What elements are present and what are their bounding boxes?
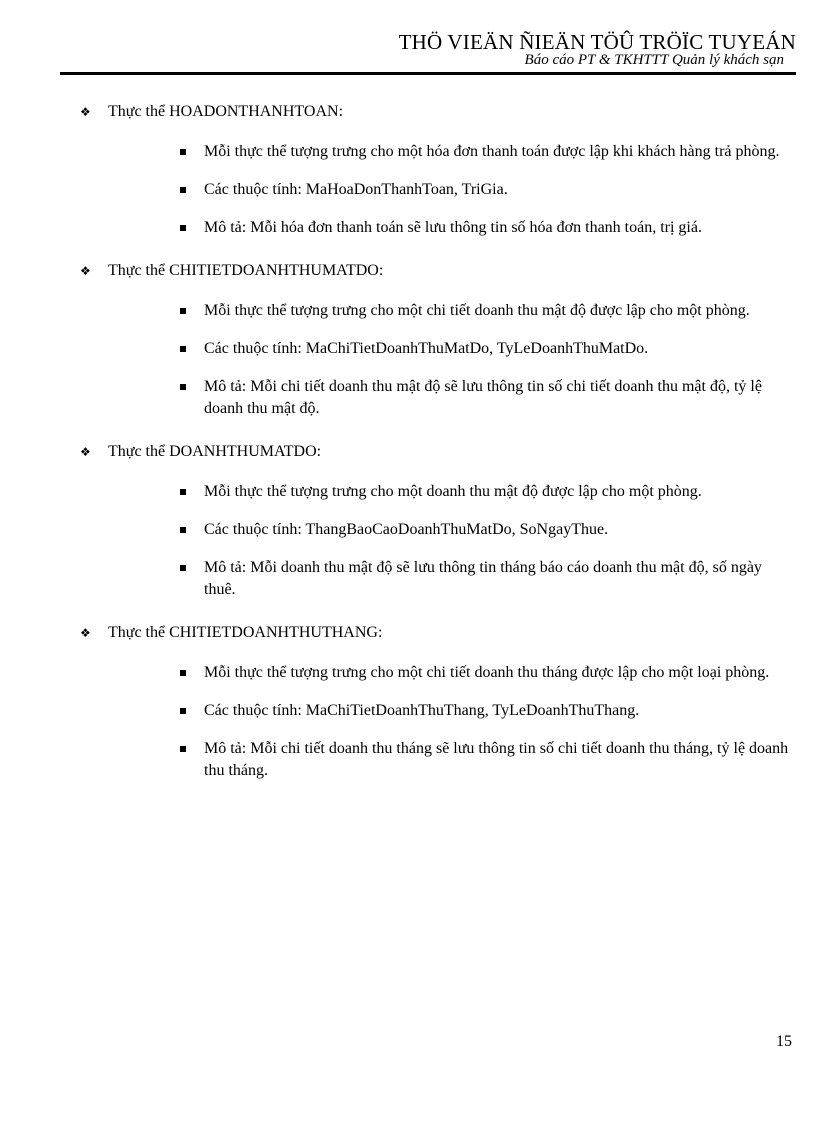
entity-title: [80, 260, 796, 282]
diamond-bullet-icon: ❖: [80, 105, 91, 119]
list-item: [180, 179, 796, 201]
list-item: [180, 141, 796, 163]
list-item-text: Các thuộc tính: ThangBaoCaoDoanhThuMatDo, SoNgayThue.: [204, 521, 609, 538]
list-item: [180, 338, 796, 360]
list-item: [180, 738, 796, 782]
entity-section: [80, 101, 796, 239]
square-bullet-icon: [180, 149, 186, 155]
square-bullet-icon: [180, 708, 186, 714]
entity-item-list: [180, 300, 796, 420]
square-bullet-icon: [180, 384, 186, 390]
list-item-text: Các thuộc tính: MaHoaDonThanhToan, TriGia.: [204, 181, 508, 198]
document-body: [80, 101, 796, 803]
list-item: [180, 481, 796, 503]
square-bullet-icon: [180, 746, 186, 752]
square-bullet-icon: [180, 489, 186, 495]
list-item: [180, 700, 796, 722]
header-rule: [60, 72, 796, 75]
entity-title-text: Thực thể CHITIETDOANHTHUTHANG:: [108, 624, 383, 641]
entity-title: [80, 441, 796, 463]
list-item-text: Mỗi thực thể tượng trưng cho một chi tiết doanh thu mật độ được lập cho một phòng.: [204, 302, 750, 319]
list-item: [180, 662, 796, 684]
list-item-text: Mô tả: Mỗi hóa đơn thanh toán sẽ lưu thông tin số hóa đơn thanh toán, trị giá.: [204, 219, 702, 236]
square-bullet-icon: [180, 670, 186, 676]
square-bullet-icon: [180, 225, 186, 231]
square-bullet-icon: [180, 565, 186, 571]
square-bullet-icon: [180, 346, 186, 352]
list-item-text: Mỗi thực thể tượng trưng cho một hóa đơn thanh toán được lập khi khách hàng trả phòng.: [204, 143, 780, 160]
entity-item-list: [180, 481, 796, 601]
list-item-text: Mô tả: Mỗi chi tiết doanh thu tháng sẽ lưu thông tin số chi tiết doanh thu tháng, tỷ lệ doanh thu tháng.: [204, 740, 789, 779]
list-item: [180, 376, 796, 420]
diamond-bullet-icon: ❖: [80, 445, 91, 459]
entity-section: [80, 622, 796, 782]
entity-item-list: [180, 141, 796, 239]
list-item: [180, 557, 796, 601]
entity-title-text: Thực thể DOANHTHUMATDO:: [108, 443, 322, 460]
list-item-text: Các thuộc tính: MaChiTietDoanhThuMatDo, TyLeDoanhThuMatDo.: [204, 340, 649, 357]
entity-section: [80, 441, 796, 601]
square-bullet-icon: [180, 308, 186, 314]
entity-title: [80, 622, 796, 644]
list-item-text: Mô tả: Mỗi doanh thu mật độ sẽ lưu thông tin tháng báo cáo doanh thu mật độ, số ngày thuê.: [204, 559, 762, 598]
entity-title: [80, 101, 796, 123]
list-item: [180, 217, 796, 239]
list-item-text: Mỗi thực thể tượng trưng cho một chi tiết doanh thu tháng được lập cho một loại phòng.: [204, 664, 770, 681]
entity-section: [80, 260, 796, 420]
header-subtitle: Báo cáo PT & TKHTTT Quản lý khách sạn: [524, 52, 784, 68]
square-bullet-icon: [180, 527, 186, 533]
square-bullet-icon: [180, 187, 186, 193]
entity-item-list: [180, 662, 796, 782]
diamond-bullet-icon: ❖: [80, 264, 91, 278]
diamond-bullet-icon: ❖: [80, 626, 91, 640]
entity-title-text: Thực thể CHITIETDOANHTHUMATDO:: [108, 262, 384, 279]
list-item-text: Mô tả: Mỗi chi tiết doanh thu mật độ sẽ lưu thông tin số chi tiết doanh thu mật độ, tỷ lệ doanh thu mật độ.: [204, 378, 762, 417]
list-item-text: Các thuộc tính: MaChiTietDoanhThuThang, TyLeDoanhThuThang.: [204, 702, 640, 719]
entity-title-text: Thực thể HOADONTHANHTOAN:: [108, 103, 344, 120]
header-title: THÖ VIEÄN ÑIEÄN TÖÛ TRÖÏC TUYEÁN: [398, 30, 796, 54]
list-item: [180, 300, 796, 322]
page-number: 15: [776, 1033, 792, 1050]
list-item: [180, 519, 796, 541]
list-item-text: Mỗi thực thể tượng trưng cho một doanh thu mật độ được lập cho một phòng.: [204, 483, 702, 500]
